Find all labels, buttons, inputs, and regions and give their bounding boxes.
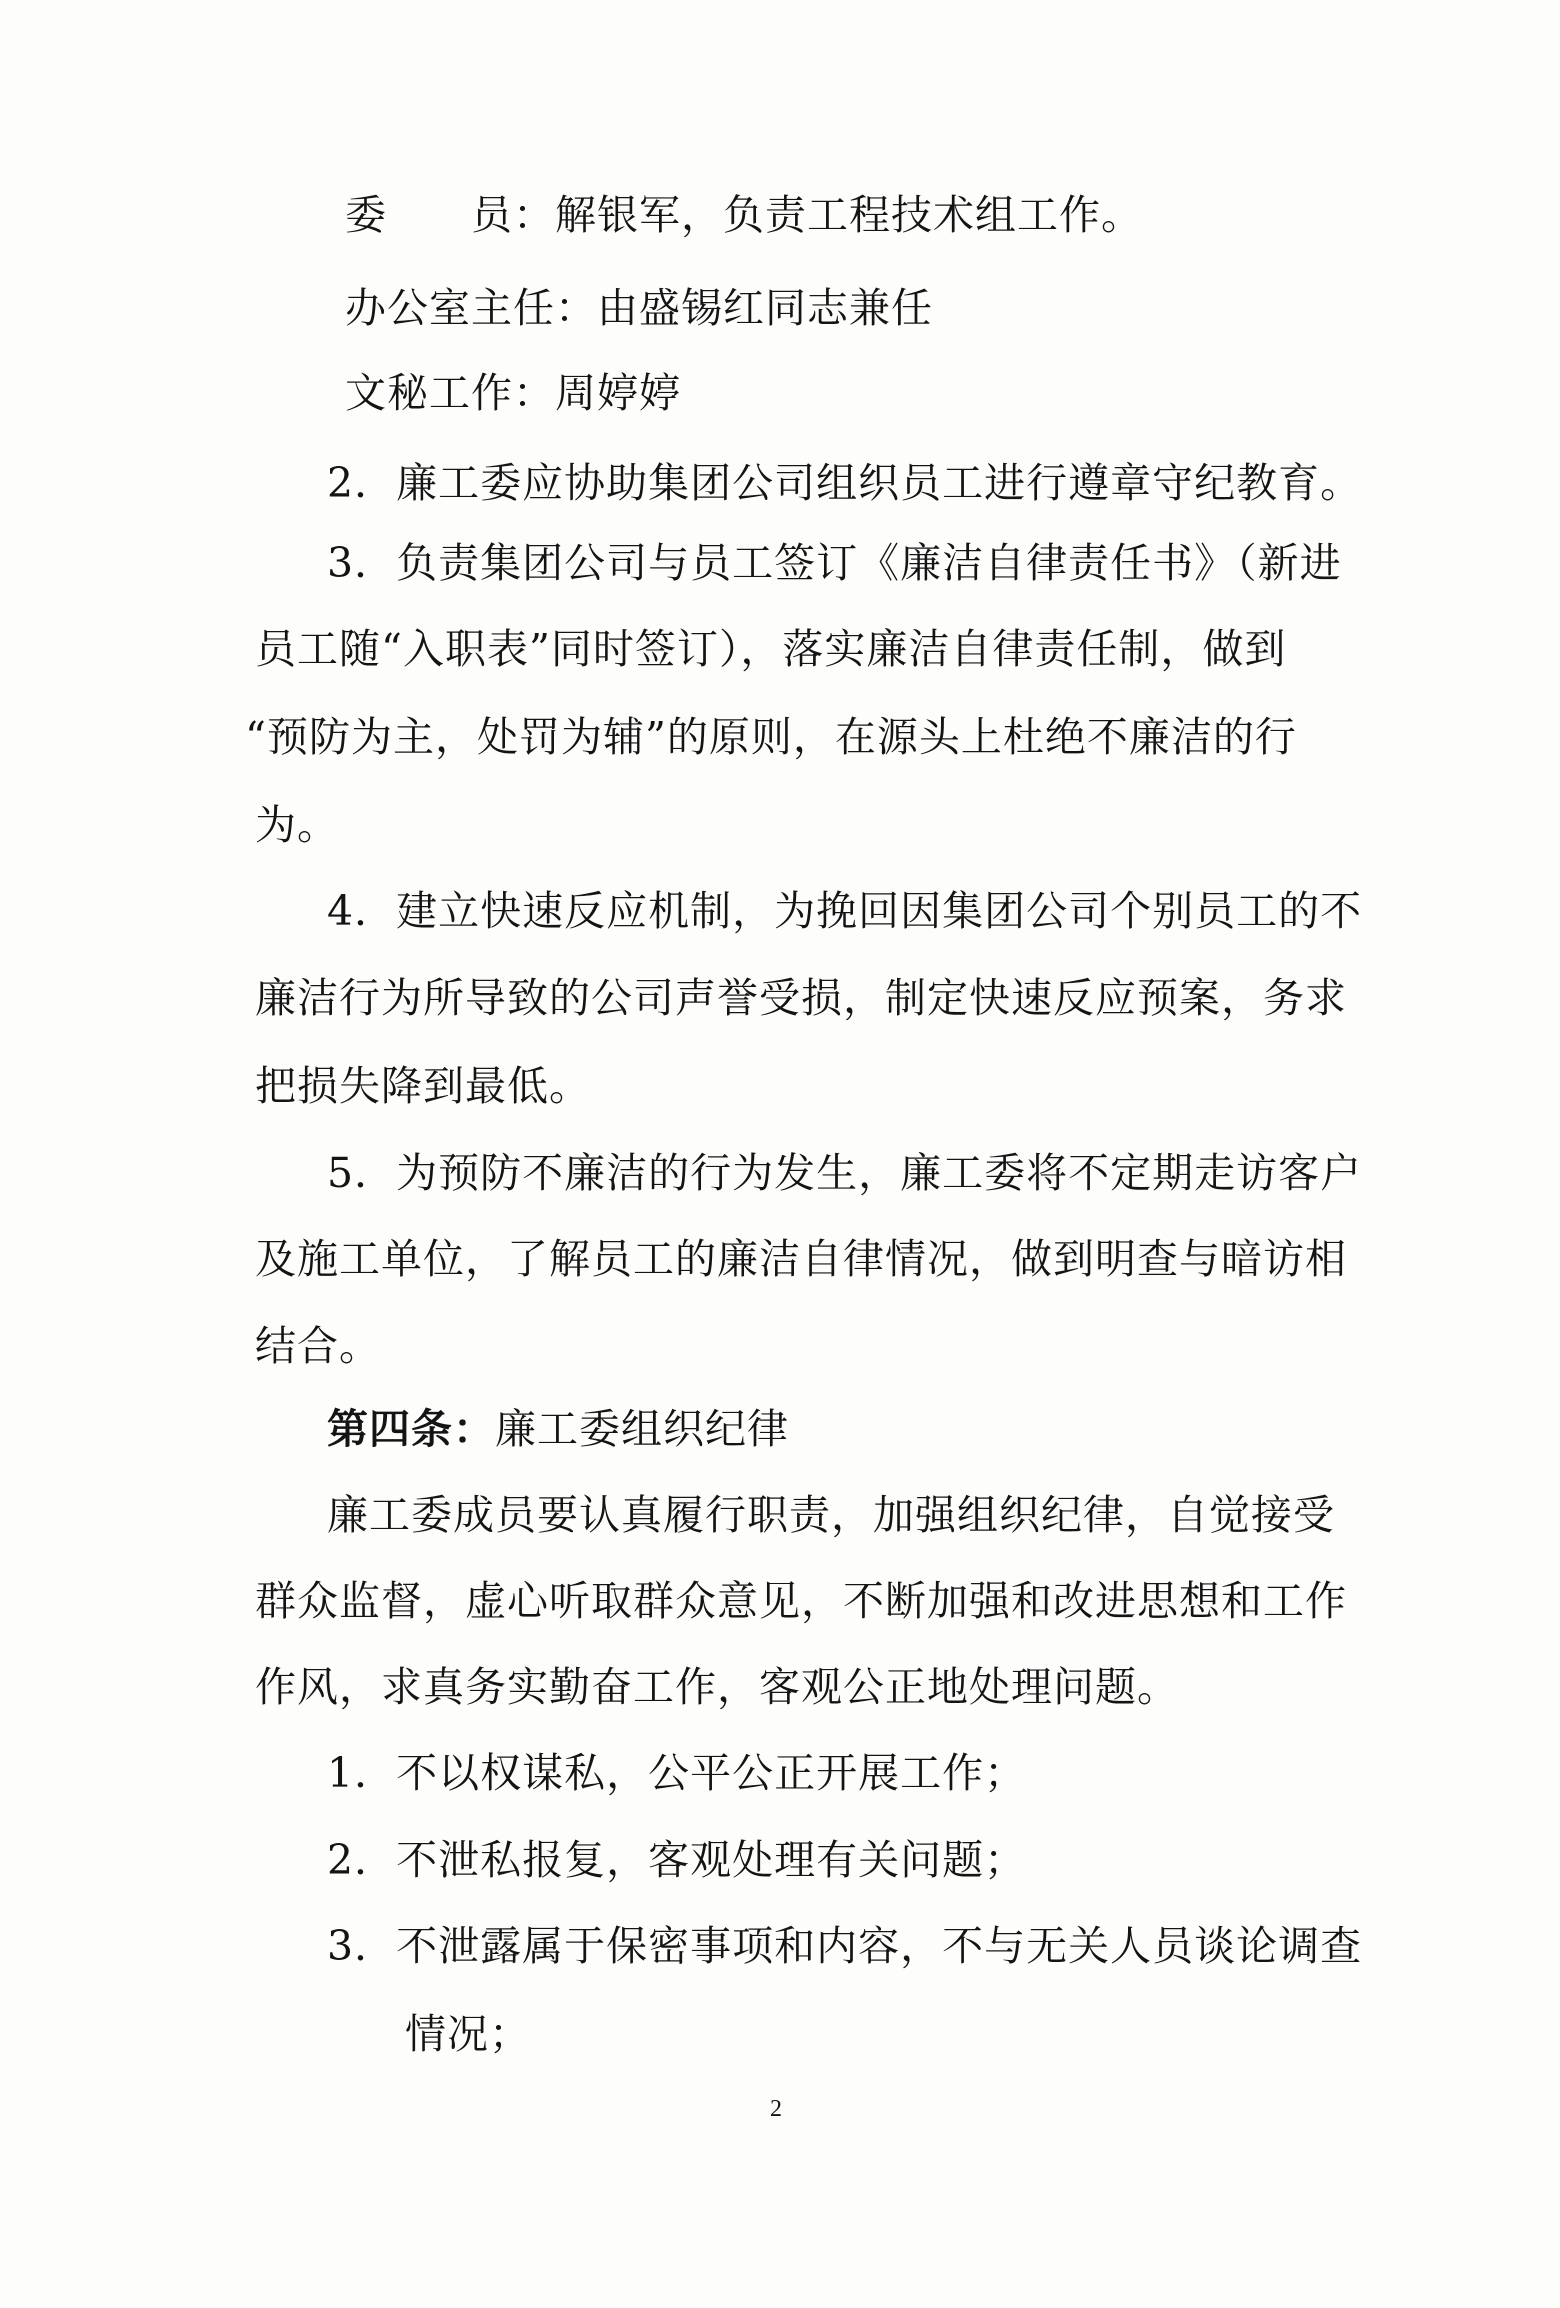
rule-2-line: 2．不泄私报复，客观处理有关问题； — [327, 1836, 1027, 1884]
item-5-line-3: 结合。 — [255, 1322, 381, 1370]
article-4-body-line-3: 作风，求真务实勤奋工作，客观公正地处理问题。 — [255, 1663, 1179, 1711]
item-3-line-3: “预防为主，处罚为辅”的原则，在源头上杜绝不廉洁的行 — [245, 713, 1297, 761]
page-number: 2 — [770, 2096, 782, 2122]
rule-3-line-1: 3．不泄露属于保密事项和内容，不与无关人员谈论调查 — [327, 1922, 1363, 1970]
article-4-heading — [327, 1401, 789, 1457]
item-3-line-2: 员工随“入职表”同时签订），落实廉洁自律责任制，做到 — [255, 625, 1287, 673]
item-4-line-3: 把损失降到最低。 — [255, 1062, 591, 1110]
item-4-line-1: 4．建立快速反应机制，为挽回因集团公司个别员工的不 — [327, 887, 1363, 935]
rule-1-line: 1．不以权谋私，公平公正开展工作； — [327, 1749, 1027, 1797]
item-2-line: 2．廉工委应协助集团公司组织员工进行遵章守纪教育。 — [327, 459, 1363, 507]
article-4-body-line-1: 廉工委成员要认真履行职责，加强组织纪律，自觉接受 — [327, 1491, 1335, 1539]
item-3-line-1: 3．负责集团公司与员工签订《廉洁自律责任书》（新进 — [327, 539, 1342, 587]
article-4-title: 廉工委组织纪律 — [495, 1405, 789, 1453]
member-line: 委 员：解银军，负责工程技术组工作。 — [345, 191, 1143, 239]
item-5-line-1: 5．为预防不廉洁的行为发生，廉工委将不定期走访客户 — [327, 1149, 1363, 1197]
office-director-line: 办公室主任：由盛锡红同志兼任 — [345, 284, 933, 332]
item-3-line-4: 为。 — [255, 801, 339, 849]
article-4-number: 第四条： — [327, 1405, 495, 1453]
item-5-line-2: 及施工单位，了解员工的廉洁自律情况，做到明查与暗访相 — [255, 1235, 1347, 1283]
secretary-line: 文秘工作：周婷婷 — [345, 369, 681, 417]
item-4-line-2: 廉洁行为所导致的公司声誉受损，制定快速反应预案，务求 — [255, 974, 1347, 1022]
article-4-body-line-2: 群众监督，虚心听取群众意见，不断加强和改进思想和工作 — [255, 1577, 1347, 1625]
rule-3-line-2: 情况； — [405, 2010, 531, 2058]
